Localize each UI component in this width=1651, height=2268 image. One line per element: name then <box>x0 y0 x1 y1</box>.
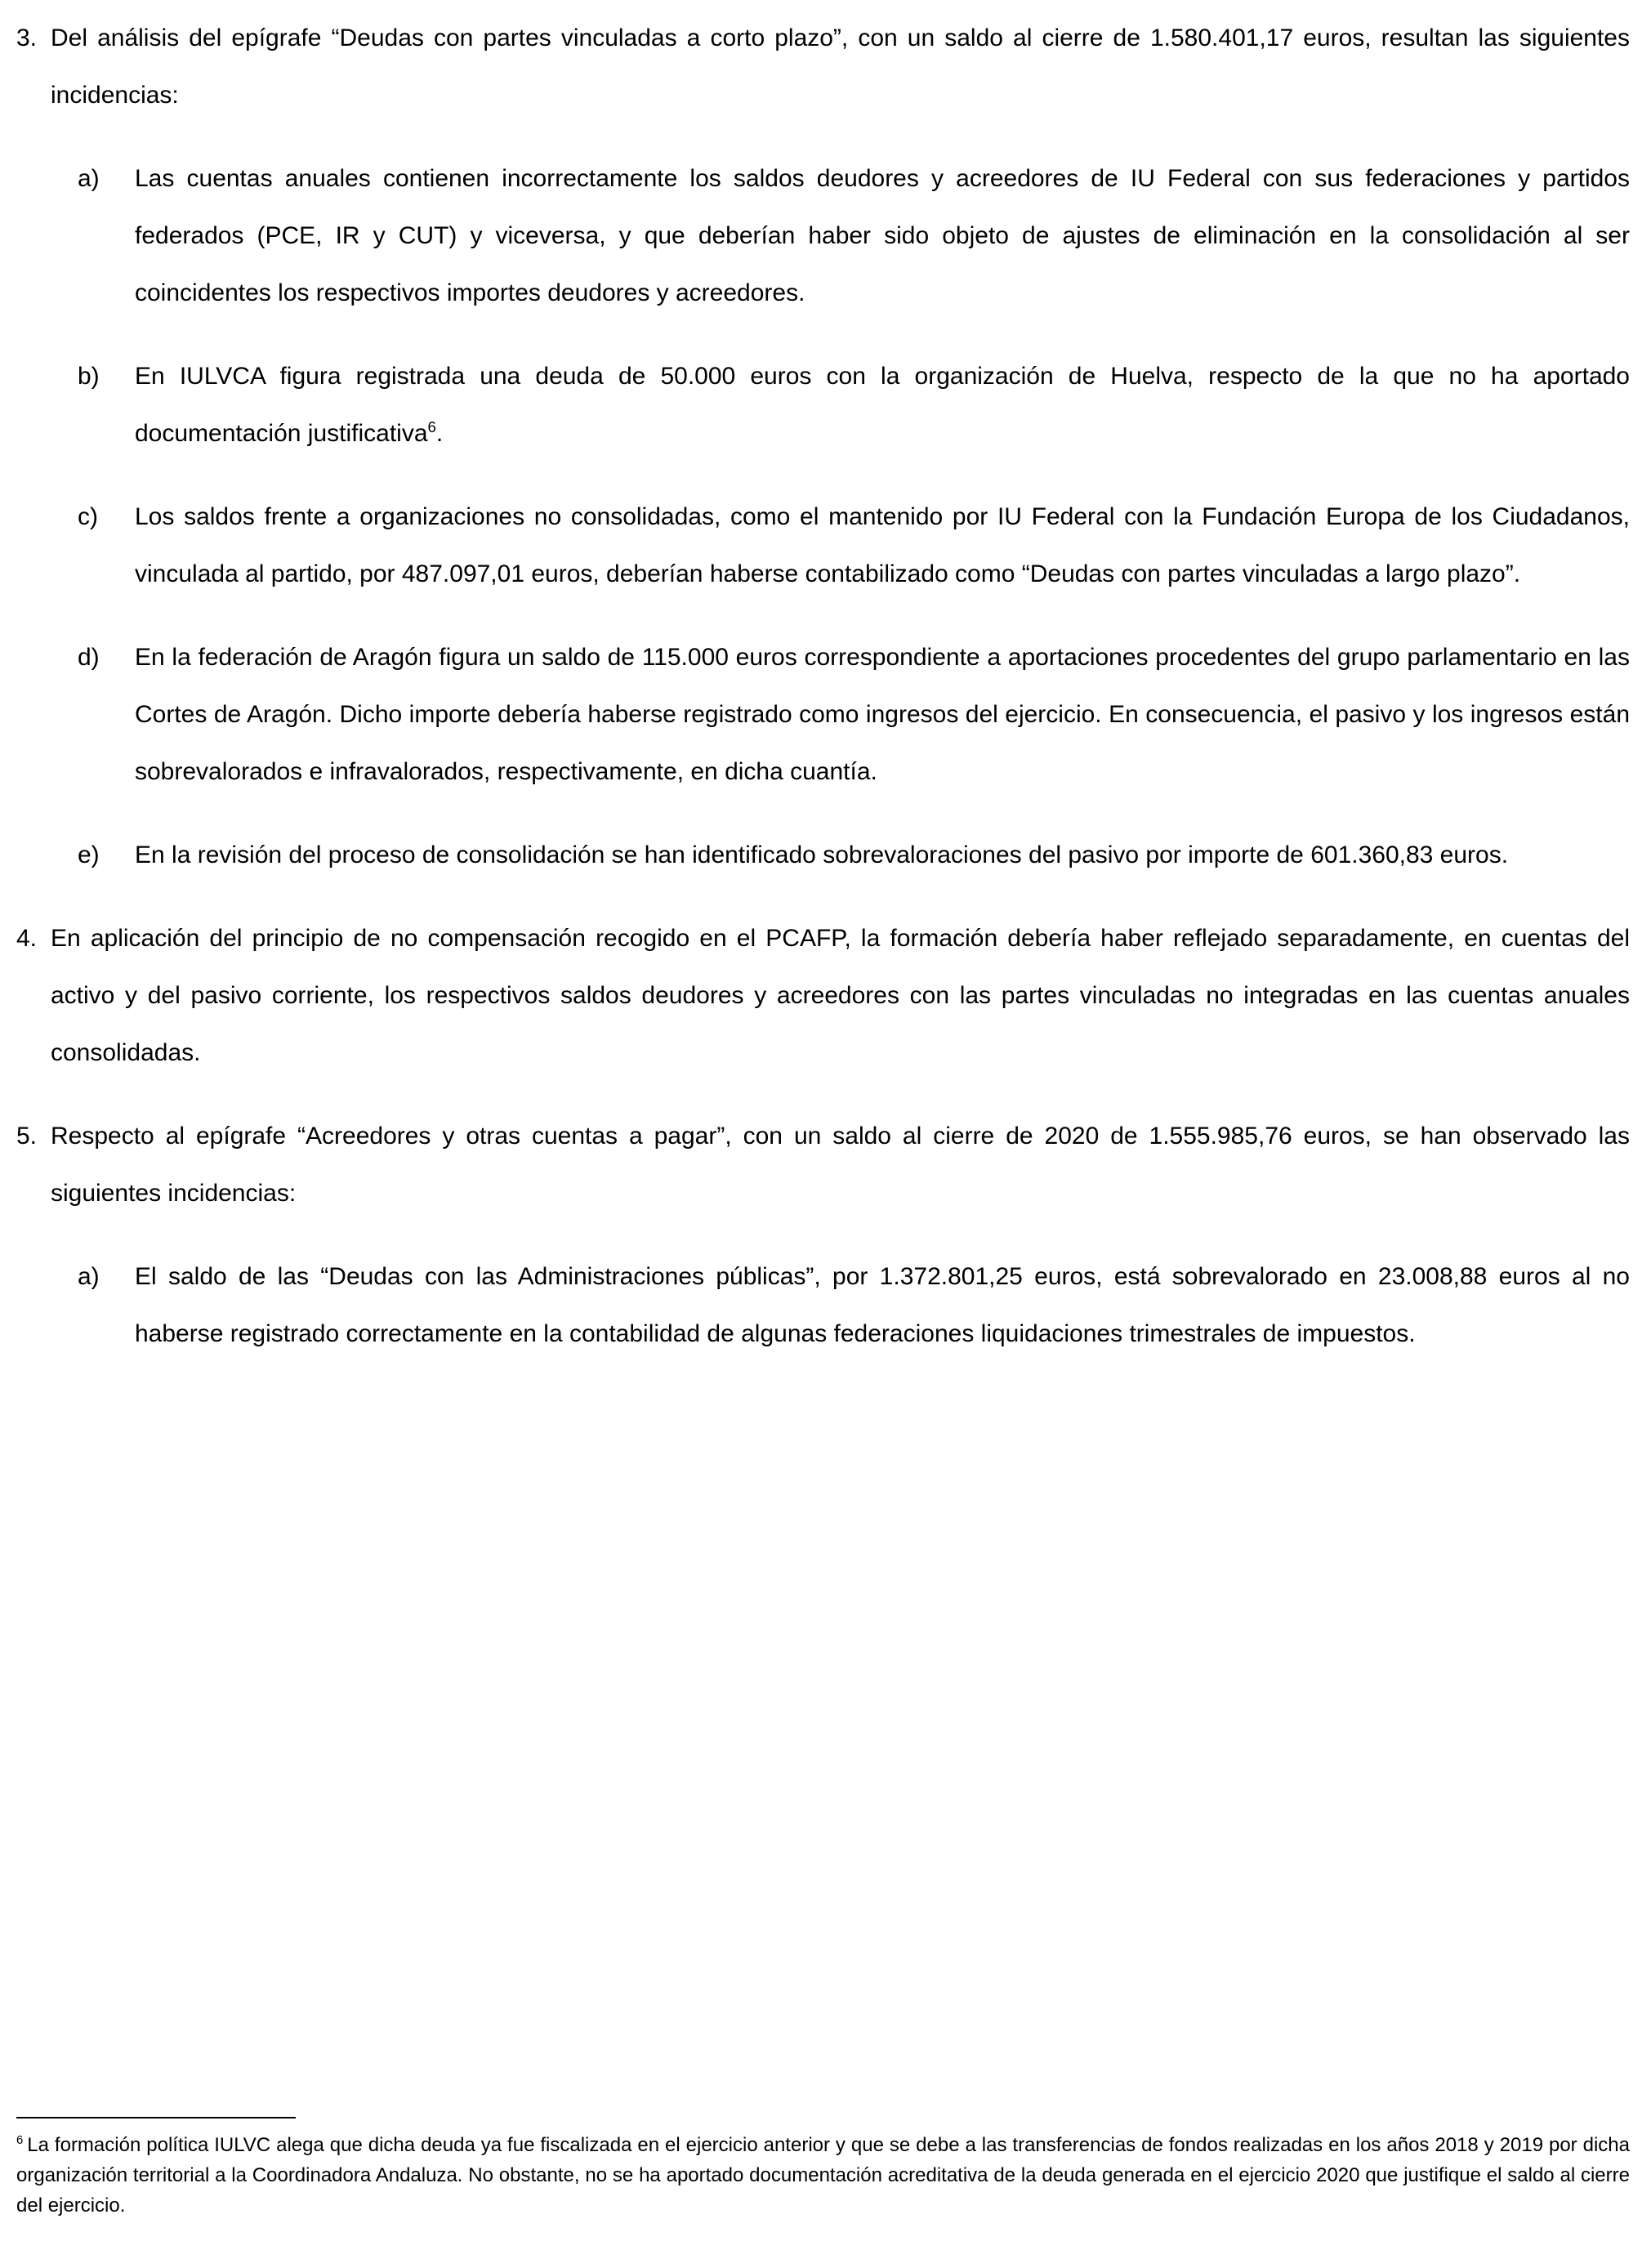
list-item-3-intro: Del análisis del epígrafe “Deudas con partes vinculadas a corto plazo”, con un saldo al cierre de 1.580.401,17 euros, resultan las siguientes incidencias: <box>51 25 1630 109</box>
list-item-5-body <box>51 1108 1630 1363</box>
sub-item-5a-text: El saldo de las “Deudas con las Administraciones públicas”, por 1.372.801,25 euros, está sobrevalorado en 23.008,88 euros al no haberse registrado correctamente en la contabilidad de algunas federaciones liquidaciones trimestrales de impuestos. <box>135 1263 1630 1347</box>
footnote-6-number: 6 <box>16 2134 24 2147</box>
list-item-4 <box>16 910 1630 1082</box>
sub-item-5a-letter: a) <box>78 1263 100 1290</box>
list-item-4-intro: En aplicación del principio de no compensación recogido en el PCAFP, la formación debería haber reflejado separadamente, en cuentas del activo y del pasivo corriente, los respectivos saldos deudores y acreedores con las partes vinculadas no integradas en las cuentas anuales consolidadas. <box>51 925 1630 1066</box>
sub-item-3b <box>78 348 1630 462</box>
sub-item-3c-text: Los saldos frente a organizaciones no consolidadas, como el mantenido por IU Federal con la Fundación Europa de los Ciudadanos, vinculada al partido, por 487.097,01 euros, deberían haberse contabilizado como “Deudas con partes vinculadas a largo plazo”. <box>135 503 1630 587</box>
list-item-4-number: 4. <box>16 925 38 952</box>
sub-item-3c <box>78 489 1630 603</box>
sub-item-3a-text: Las cuentas anuales contienen incorrectamente los saldos deudores y acreedores de IU Federal con sus federaciones y partidos federados (PCE, IR y CUT) y viceversa, y que deberían haber sido objeto de ajustes de eliminación en la consolidación al ser coincidentes los respectivos importes deudores y acreedores. <box>135 165 1630 306</box>
footnote-6-text: La formación política IULVC alega que dicha deuda ya fue fiscalizada en el ejercicio anterior y que se debe a las transferencias de fondos realizadas en los años 2018 y 2019 por dicha organización territorial a la Coordinadora Andaluza. No obstante, no se ha aportado documentación acreditativa de la deuda generada en el ejercicio 2020 que justifique el saldo al cierre del ejercicio. <box>16 2134 1630 2217</box>
sub-item-3b-text-tail: . <box>435 420 444 447</box>
sub-item-3d-letter: d) <box>78 644 100 671</box>
list-item-3 <box>16 10 1630 884</box>
list-item-5-intro: Respecto al epígrafe “Acreedores y otras cuentas a pagar”, con un saldo al cierre de 2020 de 1.555.985,76 euros, se han observado las siguientes incidencias: <box>51 1123 1630 1207</box>
sub-item-3b-text <box>135 348 1630 462</box>
sub-item-3a <box>78 150 1630 322</box>
sub-item-3e <box>78 827 1630 884</box>
footnote-6 <box>16 2130 1630 2221</box>
sub-item-3d-text: En la federación de Aragón figura un saldo de 115.000 euros correspondiente a aportaciones procedentes del grupo parlamentario en las Cortes de Aragón. Dicho importe debería haberse registrado como ingresos del ejercicio. En consecuencia, el pasivo y los ingresos están sobrevalorados e infravalorados, respectivamente, en dicha cuantía. <box>135 644 1630 785</box>
list-item-5 <box>16 1108 1630 1363</box>
sub-item-3b-text-main: En IULVCA figura registrada una deuda de 50.000 euros con la organización de Huelva, respecto de la que no ha aportado documentación justificativa <box>135 363 1630 447</box>
sub-item-3e-letter: e) <box>78 842 100 868</box>
list-item-3-number: 3. <box>16 25 38 51</box>
footnote-reference-6: 6 <box>427 418 436 435</box>
sub-item-3a-letter: a) <box>78 165 100 192</box>
sub-item-3c-letter: c) <box>78 503 98 530</box>
list-item-3-body <box>51 10 1630 884</box>
sub-item-3b-letter: b) <box>78 363 100 390</box>
list-item-4-body <box>51 910 1630 1082</box>
sub-item-3e-text: En la revisión del proceso de consolidación se han identificado sobrevaloraciones del pasivo por importe de 601.360,83 euros. <box>135 842 1509 868</box>
footnote-section <box>16 2117 1630 2221</box>
sub-item-3d <box>78 629 1630 801</box>
list-item-5-number: 5. <box>16 1123 38 1150</box>
sub-item-5a <box>78 1248 1630 1363</box>
footnote-separator <box>16 2117 296 2118</box>
